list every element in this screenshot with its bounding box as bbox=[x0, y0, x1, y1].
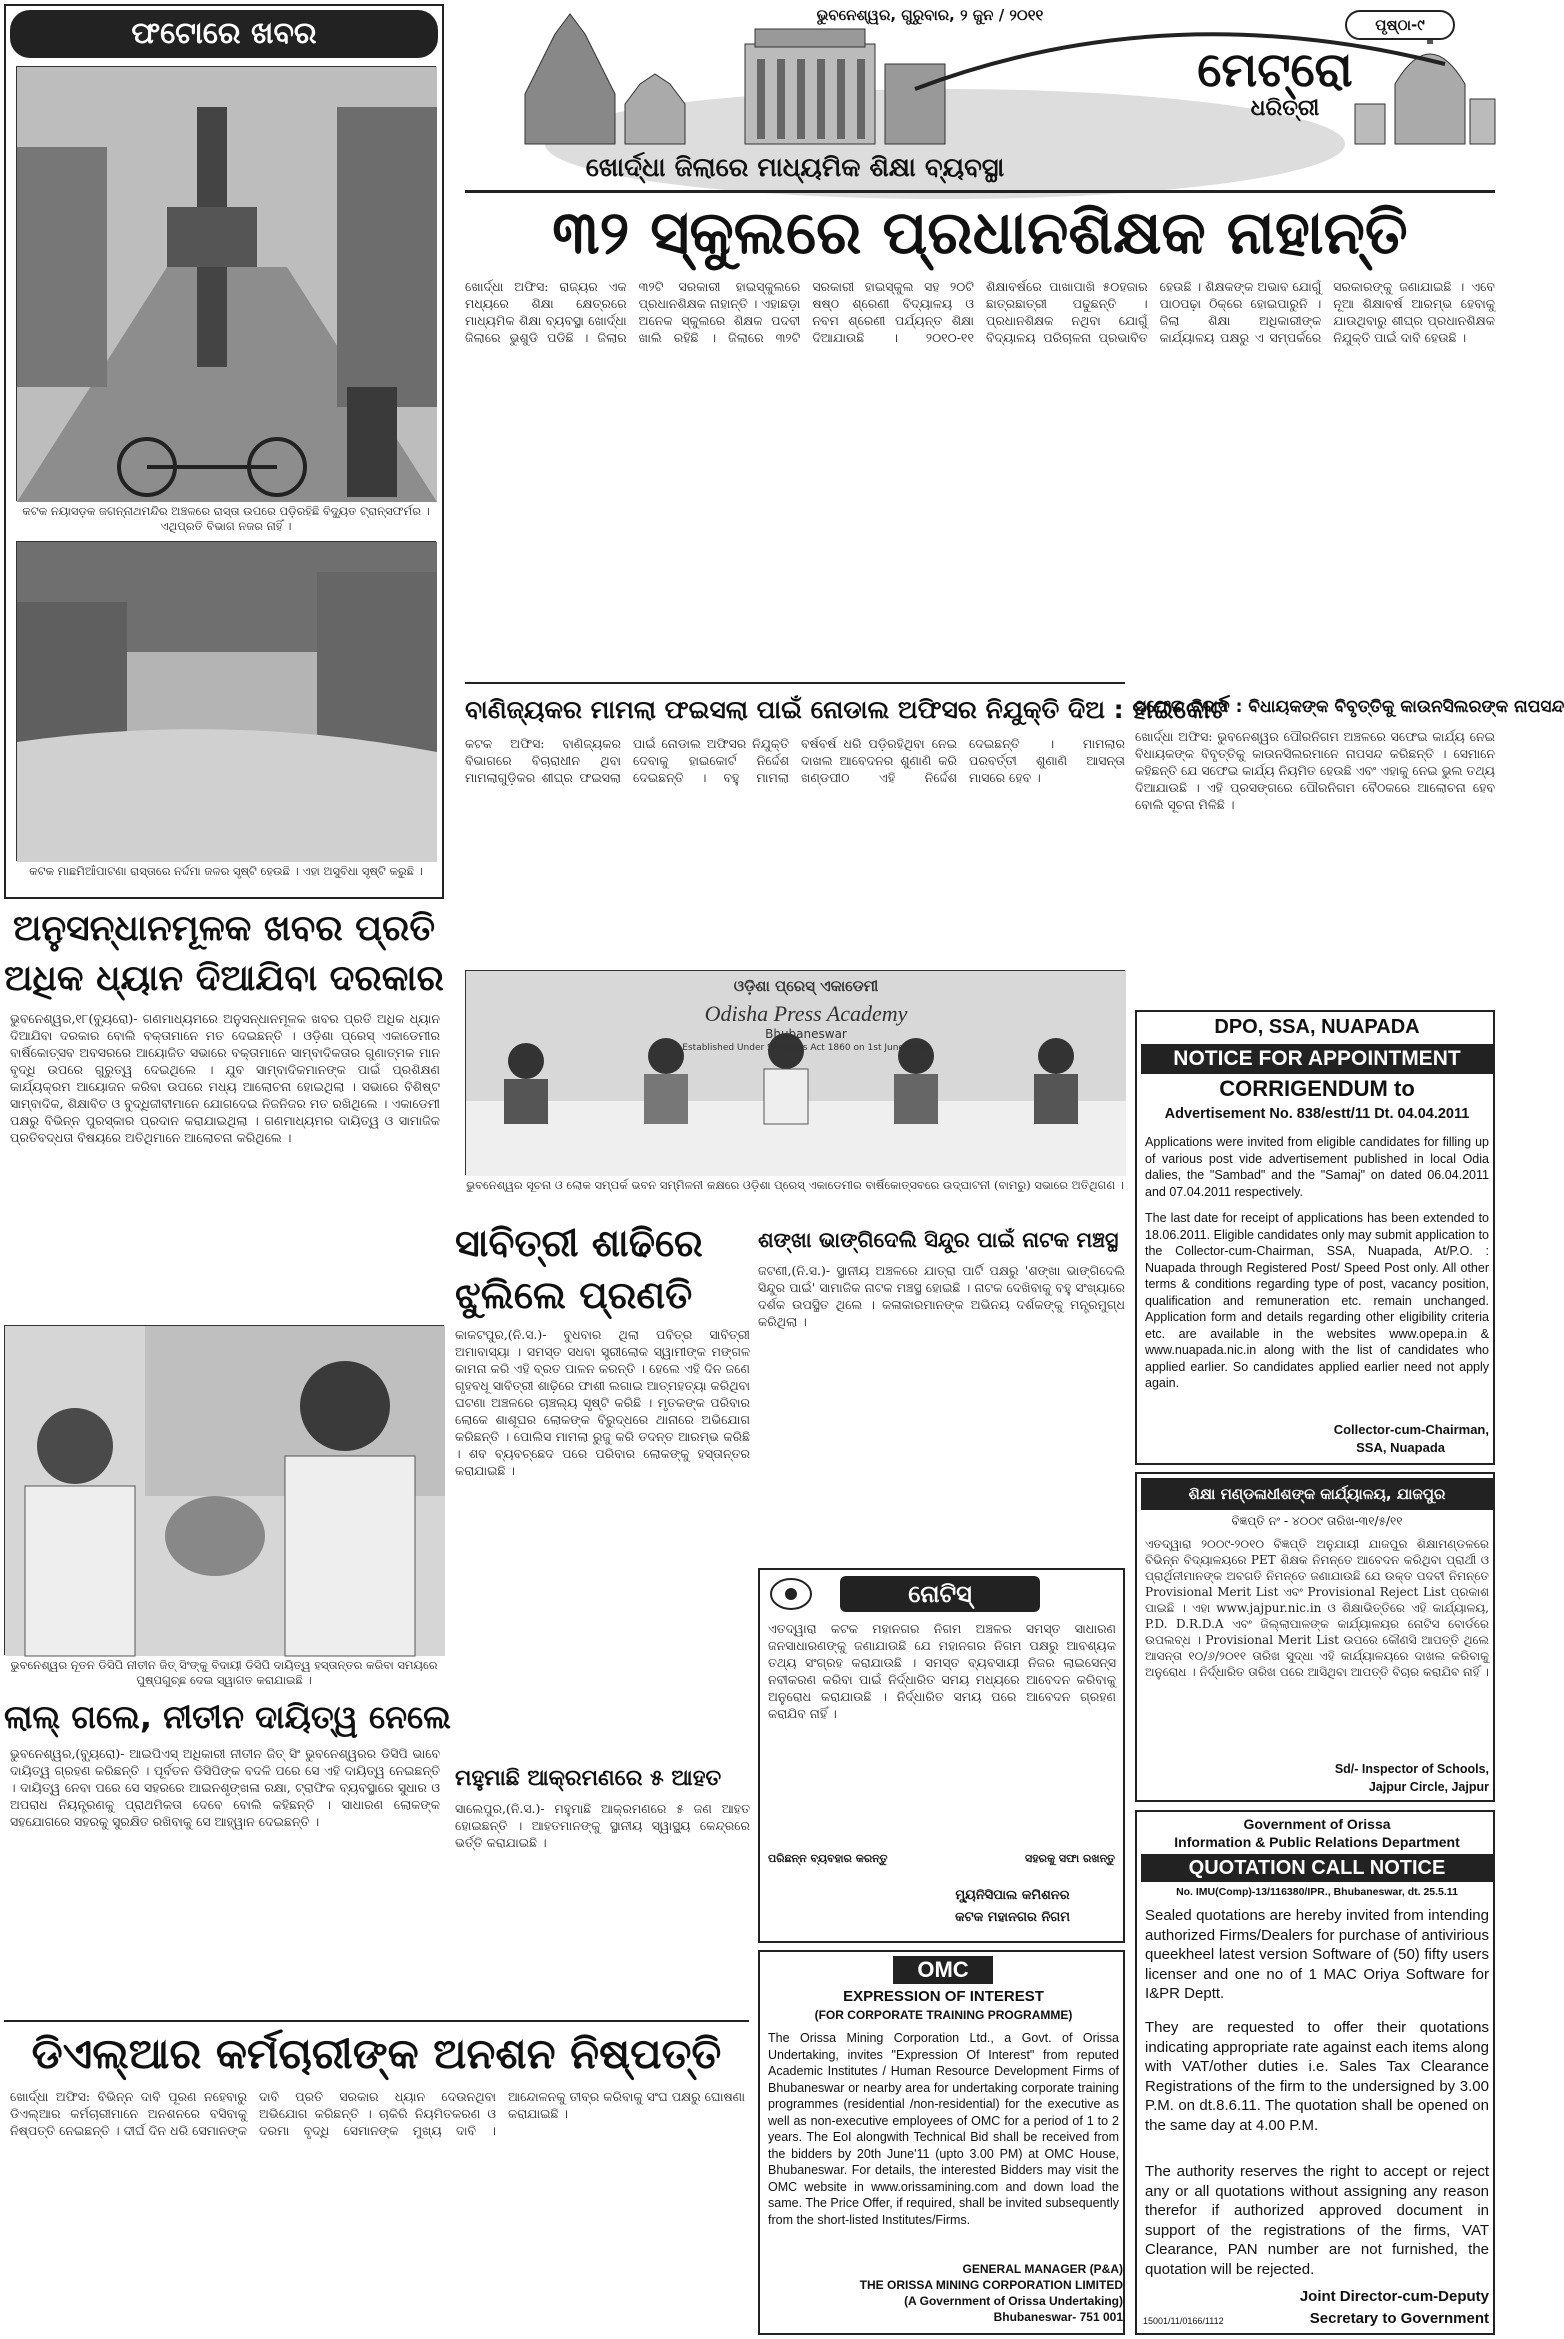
savitri-body: କାକଟପୁର,(ନି.ସ.)- ବୁଧବାର ଥିଲା ପବିତ୍ର ସାବିତ୍ରୀ ଅମାବାସ୍ୟା । ସମସ୍ତ ସଧବା ସ୍ତ୍ରୀଲୋକ ସ୍ୱାମୀଙ୍କ ମଙ୍ଗଳ କାମନା କରି ଏହି ବ୍ରତ ପାଳନ କରନ୍ତି । ହେଲେ ଏହି ଦିନ ଜଣେ ଗୃହବଧୂ ସାବିତ୍ରୀ ଶାଢ଼ିରେ ଫାଶୀ ଲଗାଇ ଆତ୍ମହତ୍ୟା କରିଥିବା ଘଟଣା ଅଞ୍ଚଳରେ ଚାଞ୍ଚଲ୍ୟ ସୃଷ୍ଟି କରିଛି । ମୃତକଙ୍କ ପରିବାର ଲୋକେ ଶାଶୂଘର ଲୋକଙ୍କ ବିରୁଦ୍ଧରେ ଥାନାରେ ଅଭିଯୋଗ କରିଛନ୍ତି । ପୋଲିସ ମାମଲା ରୁଜୁ କରି ତଦନ୍ତ ଆରମ୍ଭ କରିଛି । ଶବ ବ୍ୟବଚ୍ଛେଦ ପରେ ପରିବାର ଲୋକଙ୍କୁ ହସ୍ତାନ୍ତର କରାଯାଇଛି । bbox=[455, 1327, 750, 1478]
dcp-photo-caption: ଭୁବନେଶ୍ୱର ନୂତନ ଡିସିପି ନୀତୀନ ଜିତ୍ ସିଂଙ୍କୁ ବିଦାୟୀ ଡିସିପି ଦାୟିତ୍ୱ ହସ୍ତାନ୍ତର କରିବା ସମୟରେ ପୁଷ୍ପଗୁଚ୍ଛ ଦେଇ ସ୍ୱାଗତ କରାଯାଇଛି । bbox=[10, 1658, 438, 1687]
banner-line2: Bhubaneswar bbox=[765, 1027, 847, 1041]
jajpur-ref: ବିଜ୍ଞପ୍ତି ନଂ - ୪୦୦୯ ତାରିଖ-୩୧/୫/୧୧ bbox=[1231, 1514, 1403, 1528]
editorial-headline-1: ଅନୁସନ୍ଧାନମୂଳକ ଖବର ପ୍ରତି bbox=[12, 908, 436, 949]
drama-headline: ଶଙ୍ଖା ଭାଙ୍ଗିଦେଲି ସିନ୍ଦୁର ପାଇଁ ନାଟକ ମଞ୍ଚସ୍ଥ bbox=[758, 1228, 1119, 1252]
quotation-line3: QUOTATION CALL NOTICE bbox=[1141, 1854, 1493, 1882]
dpo-para2: The last date for receipt of applications has been extended to 18.06.2011. Eligible candidates only may submit application to the Collector-cum-Chairman, SSA, Nuapada, At/P.O. : Nuapada through Registered Post/ Speed Post only. All other terms & conditions regarding type of post, vacancy position, qualification and remuneration etc. remain unchanged. Application form and details regarding other eligibility criteria etc. are available in the websites www.opepa.in & www.nuapada.nic.in along with the list of candidates who applied earlier. So candidates applied earlier need not apply again. bbox=[1145, 1211, 1489, 1390]
lead-kicker-rule bbox=[465, 190, 1495, 193]
dcp-photo bbox=[4, 1325, 444, 1655]
street-transformer-photo bbox=[16, 66, 436, 501]
brand-subtitle: ଧରିତ୍ରୀ bbox=[1250, 96, 1320, 121]
dpo-line2: NOTICE FOR APPOINTMENT bbox=[1141, 1044, 1493, 1074]
edition-line: ଭୁବନେଶ୍ୱର, ଗୁରୁବାର, ୨ ଜୁନ / ୨୦୧୧ bbox=[816, 6, 1044, 24]
flooded-street-image bbox=[17, 542, 437, 862]
waterlogged-road-photo bbox=[16, 541, 436, 861]
dpo-notice-box bbox=[1135, 1010, 1495, 1465]
dpo-sign1: Collector-cum-Chairman, bbox=[1333, 1422, 1489, 1437]
editorial-body: ଭୁବନେଶ୍ୱର,୧୮(ବ୍ୟୁରୋ)- ଗଣମାଧ୍ୟମରେ ଅନୁସନ୍ଧାନମୂଳକ ଖବର ପ୍ରତି ଅଧିକ ଧ୍ୟାନ ଦିଆଯିବା ଦରକାର ବୋଲି ବକ୍ତାମାନେ ମତ ଦେଇଛନ୍ତି । ଓଡ଼ିଶା ପ୍ରେସ୍ ଏକାଡେମୀର ବାର୍ଷିକୋତ୍ସବ ଅବସରରେ ଆୟୋଜିତ ସଭାରେ ବକ୍ତାମାନେ ସାମ୍ବାଦିକତାର ଗୁଣାତ୍ମକ ମାନ ବୃଦ୍ଧି ଉପରେ ଗୁରୁତ୍ୱ ଦେଇଥିଲେ । ଯୁବ ସାମ୍ବାଦିକମାନଙ୍କ ପାଇଁ ପ୍ରଶିକ୍ଷଣ କାର୍ଯ୍ୟକ୍ରମ ଆୟୋଜନ କରିବା ଉପରେ ମଧ୍ୟ ଆଲୋଚନା ହୋଇଥିଲା । ସଭାରେ ବିଶିଷ୍ଟ ସାମ୍ବାଦିକ, ଶିକ୍ଷାବିତ ଓ ବୁଦ୍ଧିଜୀବୀମାନେ ଯୋଗଦେଇ ନିଜନିଜର ମତ ରଖିଥିଲେ । ଏକାଡେମୀ ପକ୍ଷରୁ ବିଭିନ୍ନ ପୁରସ୍କାର ପ୍ରଦାନ କରାଯାଇଥିଲା । ଗଣମାଧ୍ୟମର ଦାୟିତ୍ୱ ଓ ସାମାଜିକ ପ୍ରତିବଦ୍ଧତା ବିଷୟରେ ଅତିଥିମାନେ ଆଲୋଚନା କରିଥିଲେ । bbox=[10, 1011, 440, 1145]
masthead bbox=[465, 4, 1495, 144]
omc-sign3: (A Government of Orissa Undertaking) bbox=[904, 2294, 1123, 2308]
quotation-code: 15001/11/0166/1112 bbox=[1143, 2316, 1224, 2326]
notice-cuttack-sign-left: ପରିଛନ୍ନ ବ୍ୟବହାର କରନ୍ତୁ bbox=[768, 1852, 888, 1865]
street-scene-image bbox=[17, 67, 437, 502]
notice-cuttack-title: ନୋଟିସ୍ bbox=[840, 1576, 1040, 1612]
jajpur-notice-box bbox=[1135, 1472, 1495, 1802]
photo-news-box bbox=[4, 4, 444, 899]
quotation-sign2: Secretary to Government bbox=[1309, 2310, 1489, 2327]
photo1-caption: କଟକ ନୟାସଡ଼କ ଜଗନ୍ନାଥମନ୍ଦିର ଅଞ୍ଚଳରେ ରାସ୍ତା ଉପରେ ପଡ଼ିରହିଛି ବିଦ୍ୟୁତ ଟ୍ରାନ୍ସଫର୍ମର । ଏଥିପ୍ରତି ବିଭାଗ ନଜର ନାହିଁ । bbox=[22, 504, 430, 533]
page-label: ପୃଷ୍ଠା-୯ bbox=[1345, 10, 1455, 40]
banner-odia: ଓଡ଼ିଶା ପ୍ରେସ୍ ଏକାଡେମୀ bbox=[733, 977, 879, 995]
dispute-headline: ସଫେଇ ବିବାଦ : ବିଧାୟକଙ୍କ ବିବୃତ୍ତିକୁ କାଉନସିଲରଙ୍କ ନାପସନ୍ଦ bbox=[1135, 697, 1564, 717]
press-photo-caption: ଭୁବନେଶ୍ୱର ସୂଚନା ଓ ଲୋକ ସମ୍ପର୍କ ଭବନ ସମ୍ମିଳନୀ କକ୍ଷରେ ଓଡ଼ିଶା ପ୍ରେସ୍ ଏକାଡେମୀର ବାର୍ଷିକୋତ୍ସବରେ ଉଦ୍‌ଘାଟନୀ (ବାମରୁ) ସଭାରେ ଅତିଥିଗଣ । bbox=[466, 1178, 1124, 1192]
savitri-headline-2: ଝୁଲିଲେ ପ୍ରଣତି bbox=[455, 1273, 693, 1317]
jajpur-body: ଏତଦ୍ୱାରା ୨୦୦୯-୨୦୧୦ ବିଜ୍ଞପ୍ତି ଅନୁଯାୟୀ ଯାଜପୁର ଶିକ୍ଷାମଣ୍ଡଳରେ ବିଭିନ୍ନ ବିଦ୍ୟାଳୟରେ PET ଶିକ୍ଷକ ନିମନ୍ତେ ଆବେଦନ କରିଥିବା ପ୍ରାର୍ଥୀ ଓ ପ୍ରାର୍ଥିନୀମାନଙ୍କ ଅବଗତି ନିମନ୍ତେ ଜଣାଯାଉଛି ଯେ ଉକ୍ତ ପଦବୀ ନିମନ୍ତେ Provisional Merit List ଏବଂ Provisional Reject List ପ୍ରକାଶ ପାଇଛି । ଏହା www.jajpur.nic.in ଓ ଶିକ୍ଷାଭିତ୍ତିରେ ଏହି କାର୍ଯ୍ୟାଳୟ, P.D. D.R.D.A ଏବଂ ଜିଲ୍ଲାପାଳଙ୍କ କାର୍ଯ୍ୟାଳୟର ନୋଟିସ ବୋର୍ଡରେ ଉପଲବ୍ଧ । Provisional Merit List ଉପରେ କୌଣସି ଆପତ୍ତି ଥିଲେ ଆସନ୍ତା ୧୦/୬/୨୦୧୧ ତାରିଖ ସୁଦ୍ଧା ଏହି କାର୍ଯ୍ୟାଳୟରେ ଦାଖଲ କରିବାକୁ ଅନୁରୋଧ । ନିର୍ଦ୍ଧାରିତ ତାରିଖ ପରେ ଆସିଥିବା ଆପତ୍ତି ବିଚାର କରାଯିବ ନାହିଁ । bbox=[1145, 1537, 1489, 1679]
dpo-line4: Advertisement No. 838/estt/11 Dt. 04.04.2011 bbox=[1164, 1106, 1470, 1122]
lead-headline: ୩୨ ସ୍କୁଲରେ ପ୍ରଧାନଶିକ୍ଷକ ନାହାନ୍ତି bbox=[552, 198, 1408, 268]
quotation-ref: No. IMU(Comp)-13/116380/IPR., Bhubaneswar, dt. 25.5.11 bbox=[1176, 1886, 1458, 1898]
dpo-para1: Applications were invited from eligible candidates for filling up of various post vide advertisement published in local Odia dalies, the "Sambad" and the "Samaj" on dated 06.04.2011 and 07.04.2011 respectively. bbox=[1145, 1135, 1489, 1199]
quotation-para3: The authority reserves the right to accept or reject any or all quotations without assigning any reason therefor if authorized approved document in support of the registrations of the firms, VAT Clearance, PAN number are not furnished, the quotation will be rejected. bbox=[1145, 2163, 1489, 2278]
photo-news-header: ଫଟୋରେ ଖବର bbox=[10, 10, 438, 58]
press-academy-photo bbox=[465, 970, 1125, 1175]
notice-cuttack-sign-right: ସହରକୁ ସଫା ରଖନ୍ତୁ bbox=[1025, 1852, 1115, 1865]
quotation-line2: Information & Public Relations Department bbox=[1174, 1834, 1460, 1850]
omc-sign4: Bhubaneswar- 751 001 bbox=[993, 2310, 1123, 2324]
strike-headline: ଡିଏଲ୍‌ଆର କର୍ମଚାରୀଙ୍କ ଅନଶନ ନିଷ୍ପତ୍ତି bbox=[31, 2029, 722, 2078]
notice-cuttack-emblem bbox=[768, 1576, 814, 1612]
omc-body: The Orissa Mining Corporation Ltd., a Govt. of Orissa Undertaking, invites "Expression Of Interest" from reputed Academic Institutes / Human Resource Development Firms of Bhubaneswar or nearby area for undertaking corporate training programmes (residential /non-residential) for the executive as well as non-executive employees of OMC for a period of 1 to 2 years. The EoI alongwith Technical Bid shall be received from the bidders by 20th June'11 (upto 3.00 PM) at OMC House, Bhubaneswar. For details, the interested Bidders may visit the OMC website in www.orissamining.com and down load the same. The Price Offer, if required, shall be invited subsequently from the short-listed Institutes/Firms. bbox=[768, 2031, 1119, 2227]
court-body: କଟକ ଅଫିସ: ବାଣିଜ୍ୟକର ବିଭାଗରେ ବିଚାରାଧୀନ ଥିବା ମାମଲାଗୁଡ଼ିକର ଶୀଘ୍ର ଫଇସଲା ପାଇଁ ନୋଡାଲ ଅଫିସର ନିଯୁକ୍ତି ଦେବାକୁ ହାଇକୋର୍ଟ ନିର୍ଦ୍ଦେଶ ଦେଇଛନ୍ତି । ବହୁ ମାମଲା ବର୍ଷବର୍ଷ ଧରି ପଡ଼ିରହିଥିବା ନେଇ ଦାଖଲ ଆବେଦନର ଶୁଣାଣି କରି ଖଣ୍ଡପୀଠ ଏହି ନିର୍ଦ୍ଦେଶ ଦେଇଛନ୍ତି । ମାମଲାର ପରବର୍ତ୍ତୀ ଶୁଣାଣି ଆସନ୍ତା ମାସରେ ହେବ । bbox=[465, 736, 1125, 785]
notice-cuttack-box bbox=[758, 1568, 1125, 1943]
strike-top-rule bbox=[4, 2020, 749, 2022]
bee-body: ସାଲେପୁର,(ନି.ସ.)- ମହୁମାଛି ଆକ୍ରମଣରେ ୫ ଜଣ ଆହତ ହୋଇଛନ୍ତି । ଆହତମାନଙ୍କୁ ସ୍ଥାନୀୟ ସ୍ୱାସ୍ଥ୍ୟ କେନ୍ଦ୍ରରେ ଭର୍ତ୍ତି କରାଯାଇଛି । bbox=[455, 1801, 750, 1850]
jajpur-title: ଶିକ୍ଷା ମଣ୍ଡଳାଧୀଶଙ୍କ କାର୍ଯ୍ୟାଳୟ, ଯାଜପୁର bbox=[1141, 1478, 1493, 1510]
lead-kicker: ଖୋର୍ଦ୍ଧା ଜିଲାରେ ମାଧ୍ୟମିକ ଶିକ୍ଷା ବ୍ୟବସ୍ଥା bbox=[585, 153, 1005, 183]
jajpur-sign2: Jajpur Circle, Jajpur bbox=[1368, 1780, 1489, 1794]
quotation-para1: Sealed quotations are hereby invited from intending authorized Firms/Dealers for purchase of antivirious queekheel latest version Software of (50) fifty users licenser and one no of 1 MAC Oriya Software for I&PR Deptt. bbox=[1145, 1907, 1489, 2002]
omc-eoi-box bbox=[758, 1950, 1125, 2335]
notice-cuttack-signatory1: ମ୍ୟୁନିସିପାଲ କମିଶନର bbox=[955, 1888, 1070, 1903]
court-headline: ବାଣିଜ୍ୟକର ମାମଲା ଫଇସଲା ପାଇଁ ନୋଡାଲ ଅଫିସର ନିଯୁକ୍ତି ଦିଅ : ହାଇକୋର୍ଟ bbox=[465, 695, 1228, 724]
emblem-icon bbox=[768, 1576, 814, 1612]
bee-headline: ମହୁମାଛି ଆକ୍ରମଣରେ ୫ ଆହତ bbox=[455, 1766, 722, 1791]
banner-line3: Established Under Societies Act 1860 on 1st June 1995 bbox=[682, 1043, 930, 1053]
quotation-sign1: Joint Director-cum-Deputy bbox=[1299, 2288, 1489, 2305]
jajpur-sign1: Sd/- Inspector of Schools, bbox=[1334, 1762, 1489, 1776]
omc-subtitle: (FOR CORPORATE TRAINING PROGRAMME) bbox=[814, 2008, 1073, 2022]
dpo-sign2: SSA, Nuapada bbox=[1356, 1440, 1445, 1455]
drama-body: ଜଟଣୀ,(ନି.ସ.)- ସ୍ଥାନୀୟ ଅଞ୍ଚଳରେ ଯାତ୍ରା ପାର୍ଟି ପକ୍ଷରୁ 'ଶଙ୍ଖା ଭାଙ୍ଗିଦେଲି ସିନ୍ଦୁର ପାଇଁ' ସାମାଜିକ ନାଟକ ମଞ୍ଚସ୍ଥ ହୋଇଛି । ନାଟକ ଦେଖିବାକୁ ବହୁ ସଂଖ୍ୟାରେ ଦର୍ଶକ ଉପସ୍ଥିତ ଥିଲେ । କଳାକାରମାନଙ୍କ ଅଭିନୟ ଦର୍ଶକଙ୍କୁ ମନ୍ତ୍ରମୁଗ୍ଧ କରିଥିଲା । bbox=[758, 1263, 1125, 1329]
omc-sign2: THE ORISSA MINING CORPORATION LIMITED bbox=[859, 2278, 1123, 2292]
lal-headline: ଲାଲ୍ ଗଲେ, ନୀତୀନ ଦାୟିତ୍ୱ ନେଲେ bbox=[4, 1698, 451, 1736]
court-top-rule bbox=[465, 682, 1125, 684]
savitri-headline-1: ସାବିତ୍ରୀ ଶାଢିରେ bbox=[455, 1221, 703, 1265]
dispute-body: ଖୋର୍ଦ୍ଧା ଅଫିସ: ଭୁବନେଶ୍ୱର ପୌରନିଗମ ଅଞ୍ଚଳରେ ସଫେଇ କାର୍ଯ୍ୟ ନେଇ ବିଧାୟକଙ୍କ ବିବୃତ୍ତିକୁ କାଉନସିଲରମାନେ ନାପସନ୍ଦ କରିଛନ୍ତି । ସେମାନେ କହିଛନ୍ତି ଯେ ସଫେଇ କାର୍ଯ୍ୟ ନିୟମିତ ହେଉଛି ଏବଂ ଏହାକୁ ନେଇ ଭୁଲ ତଥ୍ୟ ଦିଆଯାଉଛି । ଏହି ପ୍ରସଙ୍ଗରେ ପୌରନିଗମ ବୈଠକରେ ଆଲୋଚନା ହେବ ବୋଲି ସୂଚନା ମିଳିଛି । bbox=[1135, 729, 1495, 812]
lead-body: ଖୋର୍ଦ୍ଧା ଅଫିସ: ରାଜ୍ୟର ଏକ ମଧ୍ୟରେ ଶିକ୍ଷା କ୍ଷେତ୍ରରେ ମାଧ୍ୟମିକ ଶିକ୍ଷା ବ୍ୟବସ୍ଥା ଖୋର୍ଦ୍ଧା ଜିଲାରେ ଭୁଶୁଡି ପଡିଛି । ଜିଲାର ୩୨ଟି ସରକାରୀ ହାଇସ୍କୁଲରେ ପ୍ରଧାନଶିକ୍ଷକ ନାହାନ୍ତି । ଏହାଛଡ଼ା ଅନେକ ସ୍କୁଲରେ ଶିକ୍ଷକ ପଦବୀ ଖାଲି ରହିଛି । ଜିଲାରେ ୩୨ଟି ସରକାରୀ ହାଇସ୍କୁଲ ସହ ୨୦ଟି ଷଷ୍ଠ ଶ୍ରେଣୀ ବିଦ୍ୟାଳୟ ଓ ନବମ ଶ୍ରେଣୀ ପର୍ଯ୍ୟନ୍ତ ଶିକ୍ଷା ଦିଆଯାଉଛି । ୨୦୧୦-୧୧ ଶିକ୍ଷାବର୍ଷରେ ପାଖାପାଖି ୫୦ହଜାର ଛାତ୍ରଛାତ୍ରୀ ପଢୁଛନ୍ତି । ପ୍ରଧାନଶିକ୍ଷକ ନଥିବା ଯୋଗୁଁ ବିଦ୍ୟାଳୟ ପରିଚାଳନା ପ୍ରଭାବିତ ହେଉଛି । ଶିକ୍ଷକଙ୍କ ଅଭାବ ଯୋଗୁଁ ପାଠପଢ଼ା ଠିକ୍‌ରେ ହୋଇପାରୁନି । ଜିଲା ଶିକ୍ଷା ଅଧିକାରୀଙ୍କ କାର୍ଯ୍ୟାଳୟ ପକ୍ଷରୁ ଏ ସମ୍ପର୍କରେ ସରକାରଙ୍କୁ ଜଣାଯାଇଛି । ଏବେ ନୂଆ ଶିକ୍ଷାବର୍ଷ ଆରମ୍ଭ ହେବାକୁ ଯାଉଥିବାରୁ ଶୀଘ୍ର ପ୍ରଧାନଶିକ୍ଷକ ନିଯୁକ୍ତି ପାଇଁ ଦାବି ହେଉଛି । bbox=[465, 279, 1495, 345]
notice-cuttack-signatory2: କଟକ ମହାନଗର ନିଗମ bbox=[954, 1910, 1070, 1925]
photo2-caption: କଟକ ମାଛମିଆଁପାଟଣା ରାସ୍ତାରେ ନର୍ଦ୍ଦମା ଜଳର ସୃଷ୍ଟି ହେଉଛି । ଏହା ଅସୁବିଧା ସୃଷ୍ଟି କରୁଛି । bbox=[29, 864, 423, 878]
brand-title: ମେଟ୍ରୋ bbox=[1197, 42, 1353, 98]
quotation-notice-box bbox=[1135, 1810, 1495, 2335]
omc-title: EXPRESSION OF INTEREST bbox=[843, 1988, 1044, 2005]
notice-cuttack-body: ଏତଦ୍ୱାରା କଟକ ମହାନଗର ନିଗମ ଅଞ୍ଚଳର ସମସ୍ତ ସାଧାରଣ ଜନସାଧାରଣଙ୍କୁ ଜଣାଯାଉଛି ଯେ ମହାନଗର ନିଗମ ପକ୍ଷରୁ ଆବଶ୍ୟକ ତଥ୍ୟ ସଂଗ୍ରହ କରାଯାଉଛି । ସମସ୍ତ ବ୍ୟବସାୟୀ ନିଜର ଲାଇସେନ୍ସ ନବୀକରଣ କରିବା ପାଇଁ ନିର୍ଦ୍ଧାରିତ ସମୟ ମଧ୍ୟରେ ଆବେଦନ କରିବାକୁ ଅନୁରୋଧ କରାଯାଉଛି । ନିର୍ଦ୍ଧାରିତ ସମୟ ପରେ ଆବେଦନ ଗ୍ରହଣ କରାଯିବ ନାହିଁ । bbox=[768, 1621, 1116, 1721]
quotation-para2: They are requested to offer their quotations indicating appropriate rate against each items along with VAT/other duties i.e. Sales Tax Clearance Registrations of the firm to the undersigned by 3.00 P.M. on dt.8.6.11. The quotation shall be opened on the same day at 4.00 P.M. bbox=[1145, 2019, 1489, 2134]
lal-body: ଭୁବନେଶ୍ୱର,(ବ୍ୟୁରୋ)- ଆଇପିଏସ୍ ଅଧିକାରୀ ନୀତୀନ ଜିତ୍ ସିଂ ଭୁବନେଶ୍ୱରର ଡିସିପି ଭାବେ ଦାୟିତ୍ୱ ଗ୍ରହଣ କରିଛନ୍ତି । ପୂର୍ବତନ ଡିସିପିଙ୍କ ବଦଳି ପରେ ସେ ଏହି ଦାୟିତ୍ୱ ନେଇଛନ୍ତି । ଦାୟିତ୍ୱ ନେବା ପରେ ସେ ସହରରେ ଆଇନଶୃଙ୍ଖଳା ରକ୍ଷା, ଟ୍ରାଫିକ ବ୍ୟବସ୍ଥାରେ ସୁଧାର ଓ ଅପରାଧ ନିୟନ୍ତ୍ରଣକୁ ପ୍ରାଥମିକତା ଦେବେ ବୋଲି କହିଛନ୍ତି । ସାଧାରଣ ଲୋକଙ୍କ ସହଯୋଗରେ ସହରକୁ ସୁରକ୍ଷିତ ରଖିବାକୁ ସେ ଆହ୍ୱାନ ଦେଇଛନ୍ତି । bbox=[10, 1746, 440, 1829]
omc-sign1: GENERAL MANAGER (P&A) bbox=[962, 2262, 1123, 2276]
omc-logo: OMC bbox=[893, 1956, 993, 1984]
dpo-line3: CORRIGENDUM to bbox=[1219, 1076, 1415, 1101]
dpo-line1: DPO, SSA, NUAPADA bbox=[1214, 1016, 1420, 1038]
dcp-handover-image bbox=[5, 1326, 445, 1656]
editorial-headline-2: ଅଧିକ ଧ୍ୟାନ ଦିଆଯିବା ଦରକାର bbox=[4, 958, 444, 999]
quotation-line1: Government of Orissa bbox=[1243, 1816, 1391, 1832]
banner-line1: Odisha Press Academy bbox=[704, 1001, 908, 1026]
strike-body: ଖୋର୍ଦ୍ଧା ଅଫିସ: ବିଭିନ୍ନ ଦାବି ପୂରଣ ନହେବାରୁ ଡିଏଲ୍‌ଆର କର୍ମଚାରୀମାନେ ଅନଶନରେ ବସିବାକୁ ନିଷ୍ପତ୍ତି ନେଇଛନ୍ତି । ଦୀର୍ଘ ଦିନ ଧରି ସେମାନଙ୍କ ଦାବି ପ୍ରତି ସରକାର ଧ୍ୟାନ ଦେଉନଥିବା ଅଭିଯୋଗ କରିଛନ୍ତି । ଚାକିରି ନିୟମିତକରଣ ଓ ଦରମା ବୃଦ୍ଧି ସେମାନଙ୍କ ମୁଖ୍ୟ ଦାବି । ଆନ୍ଦୋଳନକୁ ତୀବ୍ର କରିବାକୁ ସଂଘ ପକ୍ଷରୁ ଘୋଷଣା କରାଯାଇଛି । bbox=[10, 2089, 745, 2138]
